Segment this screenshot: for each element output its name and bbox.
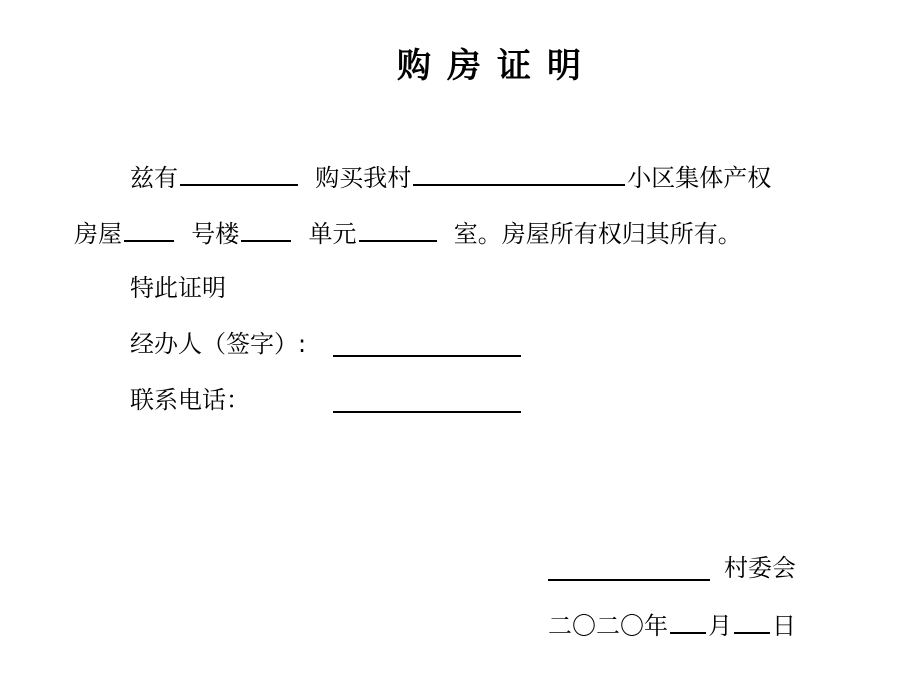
title-char: 证 [497,46,531,86]
certify-text: 特此证明 [130,274,226,302]
date-line [548,608,796,642]
line2-prefix: 房屋 [74,220,122,248]
handler-signature-line[interactable] [333,355,521,357]
line1-prefix: 兹有 [130,164,178,192]
date-month: 月 [708,612,732,640]
month-blank[interactable] [670,608,706,634]
handler-label: 经办人（签字）: [130,330,307,358]
date-day: 日 [772,612,796,640]
line1-mid: 购买我村 [315,164,412,192]
line1-suffix: 小区集体产权 [627,164,772,192]
building-number-blank[interactable] [124,216,174,242]
phone-label: 联系电话： [130,386,250,414]
committee-label: 村委会 [724,554,796,582]
line2-unit: 单元 [308,220,357,248]
buyer-name-blank[interactable] [180,160,298,186]
community-name-blank[interactable] [413,160,625,186]
document-title [0,38,918,87]
line2-suffix: 室。房屋所有权归其所有。 [453,220,742,248]
day-blank[interactable] [734,608,770,634]
paragraph-line-2 [74,216,742,250]
title-char: 明 [547,46,581,86]
room-number-blank[interactable] [359,216,437,242]
unit-number-blank[interactable] [241,216,291,242]
village-name-line[interactable] [548,579,710,581]
phone-number-line[interactable] [333,411,521,413]
title-char: 房 [447,46,481,86]
title-char: 购 [397,46,431,86]
date-year: 二〇二〇年 [548,612,668,640]
line2-building: 号楼 [191,220,240,248]
paragraph-line-1 [130,160,771,194]
